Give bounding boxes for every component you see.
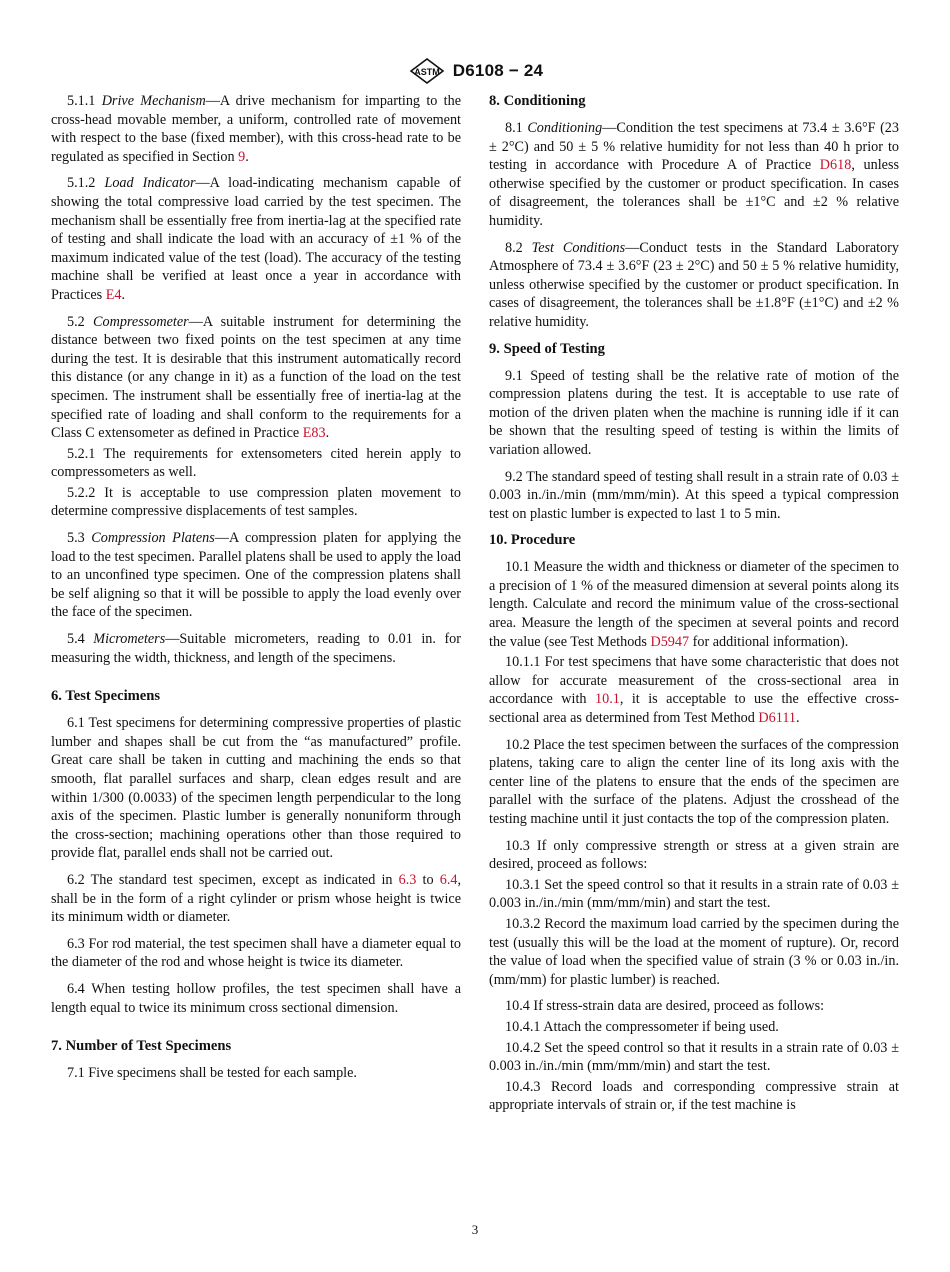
page-header bbox=[0, 56, 950, 86]
para-5-2-1: 5.2.1 The requirements for extensometers cited herein apply to compressometers as well. bbox=[51, 445, 461, 481]
left-column bbox=[51, 92, 461, 1091]
link-section-9[interactable]: 9 bbox=[238, 148, 246, 165]
heading-section-8: 8. Conditioning bbox=[489, 93, 586, 109]
para-6-1: 6.1 Test specimens for determining compressive properties of plastic lumber and shapes shall be cut from the “as manufactured” profile. Great care shall be taken in cutting and machining the ends so that smooth, flat parallel surfaces and sharp, clean edges result and are within 1/300 (0.0033) of the specimen length perpendicular to the long axis of the specimen. Plastic lumber is generally nonuniform through the cross-section; machining operations other than those required to provide flat, parallel ends shall not be carried out. bbox=[51, 715, 461, 862]
link-6-3[interactable]: 6.3 bbox=[398, 871, 417, 888]
right-column bbox=[489, 92, 899, 1117]
heading-section-7: 7. Number of Test Specimens bbox=[51, 1038, 232, 1055]
link-d618[interactable]: D618 bbox=[819, 157, 852, 174]
heading-section-6: 6. Test Specimens bbox=[51, 688, 161, 705]
link-d6111[interactable]: D6111 bbox=[758, 710, 796, 727]
heading-section-9: 9. Speed of Testing bbox=[489, 340, 605, 357]
para-8-1: 8.1 Conditioning—Condition the test specimens at 73.4 ± 3.6°F (23 ± 2°C) and 50 ± 5 % relative humidity for not less than 40 h prior to testing in accordance with Procedure A of Practice D618, unless otherwise specified by the customer or product specification. In cases of disagreement, the tolerances shall be ±1°C and ±2 % relative humidity. bbox=[489, 120, 899, 229]
para-10-4-3: 10.4.3 Record loads and corresponding compressive strain at appropriate intervals of strain or, if the test machine is bbox=[489, 1078, 899, 1114]
para-5-2-2: 5.2.2 It is acceptable to use compression platen movement to determine compressive displacements of test samples. bbox=[51, 484, 461, 520]
link-6-4[interactable]: 6.4 bbox=[439, 871, 458, 888]
para-6-4: 6.4 When testing hollow profiles, the test specimen shall have a length equal to twice its minimum cross sectional dimension. bbox=[51, 980, 461, 1016]
para-10-4-2: 10.4.2 Set the speed control so that it results in a strain rate of 0.03 ± 0.003 in./in./min (mm/mm/min) and start the test. bbox=[489, 1039, 899, 1075]
para-5-3: 5.3 Compression Platens—A compression platen for applying the load to the test specimen. Parallel platens shall be used to apply the load to an unconfined type specimen. One of the compression platens shall be self aligning so that it will be possible to apply the load evenly over the face of the specimen. bbox=[51, 530, 462, 621]
para-8-2: 8.2 Test Conditions—Conduct tests in the Standard Laboratory Atmosphere of 73.4 ± 3.6°F (23 ± 2°C) and 50 ± 5 % relative humidity, unless otherwise specified by the customer or product specification. In cases of disagreement, the tolerances shall be ±1.8°F (±1°C) and ±2 % relative humidity. bbox=[489, 239, 899, 330]
para-6-3: 6.3 For rod material, the test specimen shall have a diameter equal to the diameter of the rod and whose height is twice its diameter. bbox=[51, 935, 461, 971]
para-10-1-1: 10.1.1 For test specimens that have some characteristic that does not allow for accurate measurement of the cross-sectional area in accordance with 10.1, it is acceptable to use the effective cross-sectional area as determined from Test Method D6111. bbox=[489, 654, 899, 727]
link-e4[interactable]: E4 bbox=[105, 286, 122, 303]
para-10-3: 10.3 If only compressive strength or stress at a given strain are desired, proceed as follows: bbox=[489, 837, 899, 873]
para-10-4: 10.4 If stress-strain data are desired, proceed as follows: bbox=[505, 998, 825, 1015]
para-10-3-2: 10.3.2 Record the maximum load carried by the specimen during the test (usually this will be the load at the moment of rupture). Or, record the value of load when the specified value of strain (3 % or 0.03 in./in. (mm/mm) for plastic lumber) is reached. bbox=[489, 915, 899, 988]
para-5-1-2: 5.1.2 Load Indicator—A load-indicating mechanism capable of showing the total compressive load carried by the test specimen. The mechanism shall be essentially free from inertia-lag at the specified rate of testing and shall indicate the load with an accuracy of ±1 % of the maximum indicated value of the test (load). The accuracy of the testing machine shall be verified at least once a year in accordance with Practices E4. bbox=[51, 175, 461, 303]
link-d5947[interactable]: D5947 bbox=[650, 633, 690, 650]
para-10-2: 10.2 Place the test specimen between the surfaces of the compression platens, taking care to align the center line of its long axis with the center line of the platens to ensure that the ends of the specimen are parallel with the surface of the platens. Adjust the crosshead of the testing machine until it just contacts the top of the compression platen. bbox=[489, 736, 899, 827]
page-number: 3 bbox=[471, 1222, 479, 1237]
para-6-2: 6.2 The standard test specimen, except as indicated in 6.3 to 6.4, shall be in the form of a right cylinder or prism whose height is twice its minimum width or diameter. bbox=[51, 871, 461, 926]
para-5-4: 5.4 Micrometers—Suitable micrometers, reading to 0.01 in. for measuring the width, thickness, and length of the specimens. bbox=[51, 631, 461, 666]
para-9-1: 9.1 Speed of testing shall be the relative rate of motion of the compression platens during the test. It is acceptable to use rate of motion of the driven platen when the machine is running idle if it can be shown that the resulting speed of testing is within the limits of variation allowed. bbox=[489, 367, 899, 458]
link-10-1[interactable]: 10.1 bbox=[595, 691, 620, 708]
svg-text:ASTM: ASTM bbox=[414, 67, 440, 77]
para-7-1: 7.1 Five specimens shall be tested for each sample. bbox=[67, 1065, 357, 1082]
para-9-2: 9.2 The standard speed of testing shall result in a strain rate of 0.03 ± 0.003 in./in./min (mm/mm/min). At this speed a typical compression test on plastic lumber is expected to last 1 to 5 min. bbox=[489, 468, 899, 522]
para-5-1-1: 5.1.1 Drive Mechanism—A drive mechanism for imparting to the cross-head movable member, a uniform, controlled rate of movement with respect to the base (fixed member), with this cross-head rate to be regulated as specified in Section 9. bbox=[51, 93, 461, 165]
para-10-3-1: 10.3.1 Set the speed control so that it results in a strain rate of 0.03 ± 0.003 in./in./min (mm/mm/min) and start the test. bbox=[489, 876, 899, 912]
para-5-2: 5.2 Compressometer—A suitable instrument for determining the distance between two fixed points on the test specimen at any time during the test. It is desirable that this instrument automatically record this distance (or any change in it) as a function of the load on the test specimen. The instrument shall be essentially free of inertia-lag at the specified rate of loading and shall conform to the requirements for a Class C extensometer as defined in Practice E83. bbox=[51, 313, 461, 442]
para-10-4-1: 10.4.1 Attach the compressometer if being used. bbox=[505, 1018, 779, 1035]
astm-logo-icon bbox=[407, 57, 447, 85]
link-e83[interactable]: E83 bbox=[302, 425, 326, 442]
para-10-1: 10.1 Measure the width and thickness or diameter of the specimen to a precision of 1 % of the measured dimension at several points along its length. Calculate and record the minimum value of the cross-sectional area. Measure the length of the specimen at several points and record the value (see Test Methods D5947 for additional information). bbox=[489, 559, 899, 650]
document-id: D6108 − 24 bbox=[452, 61, 544, 80]
heading-section-10: 10. Procedure bbox=[489, 532, 576, 549]
